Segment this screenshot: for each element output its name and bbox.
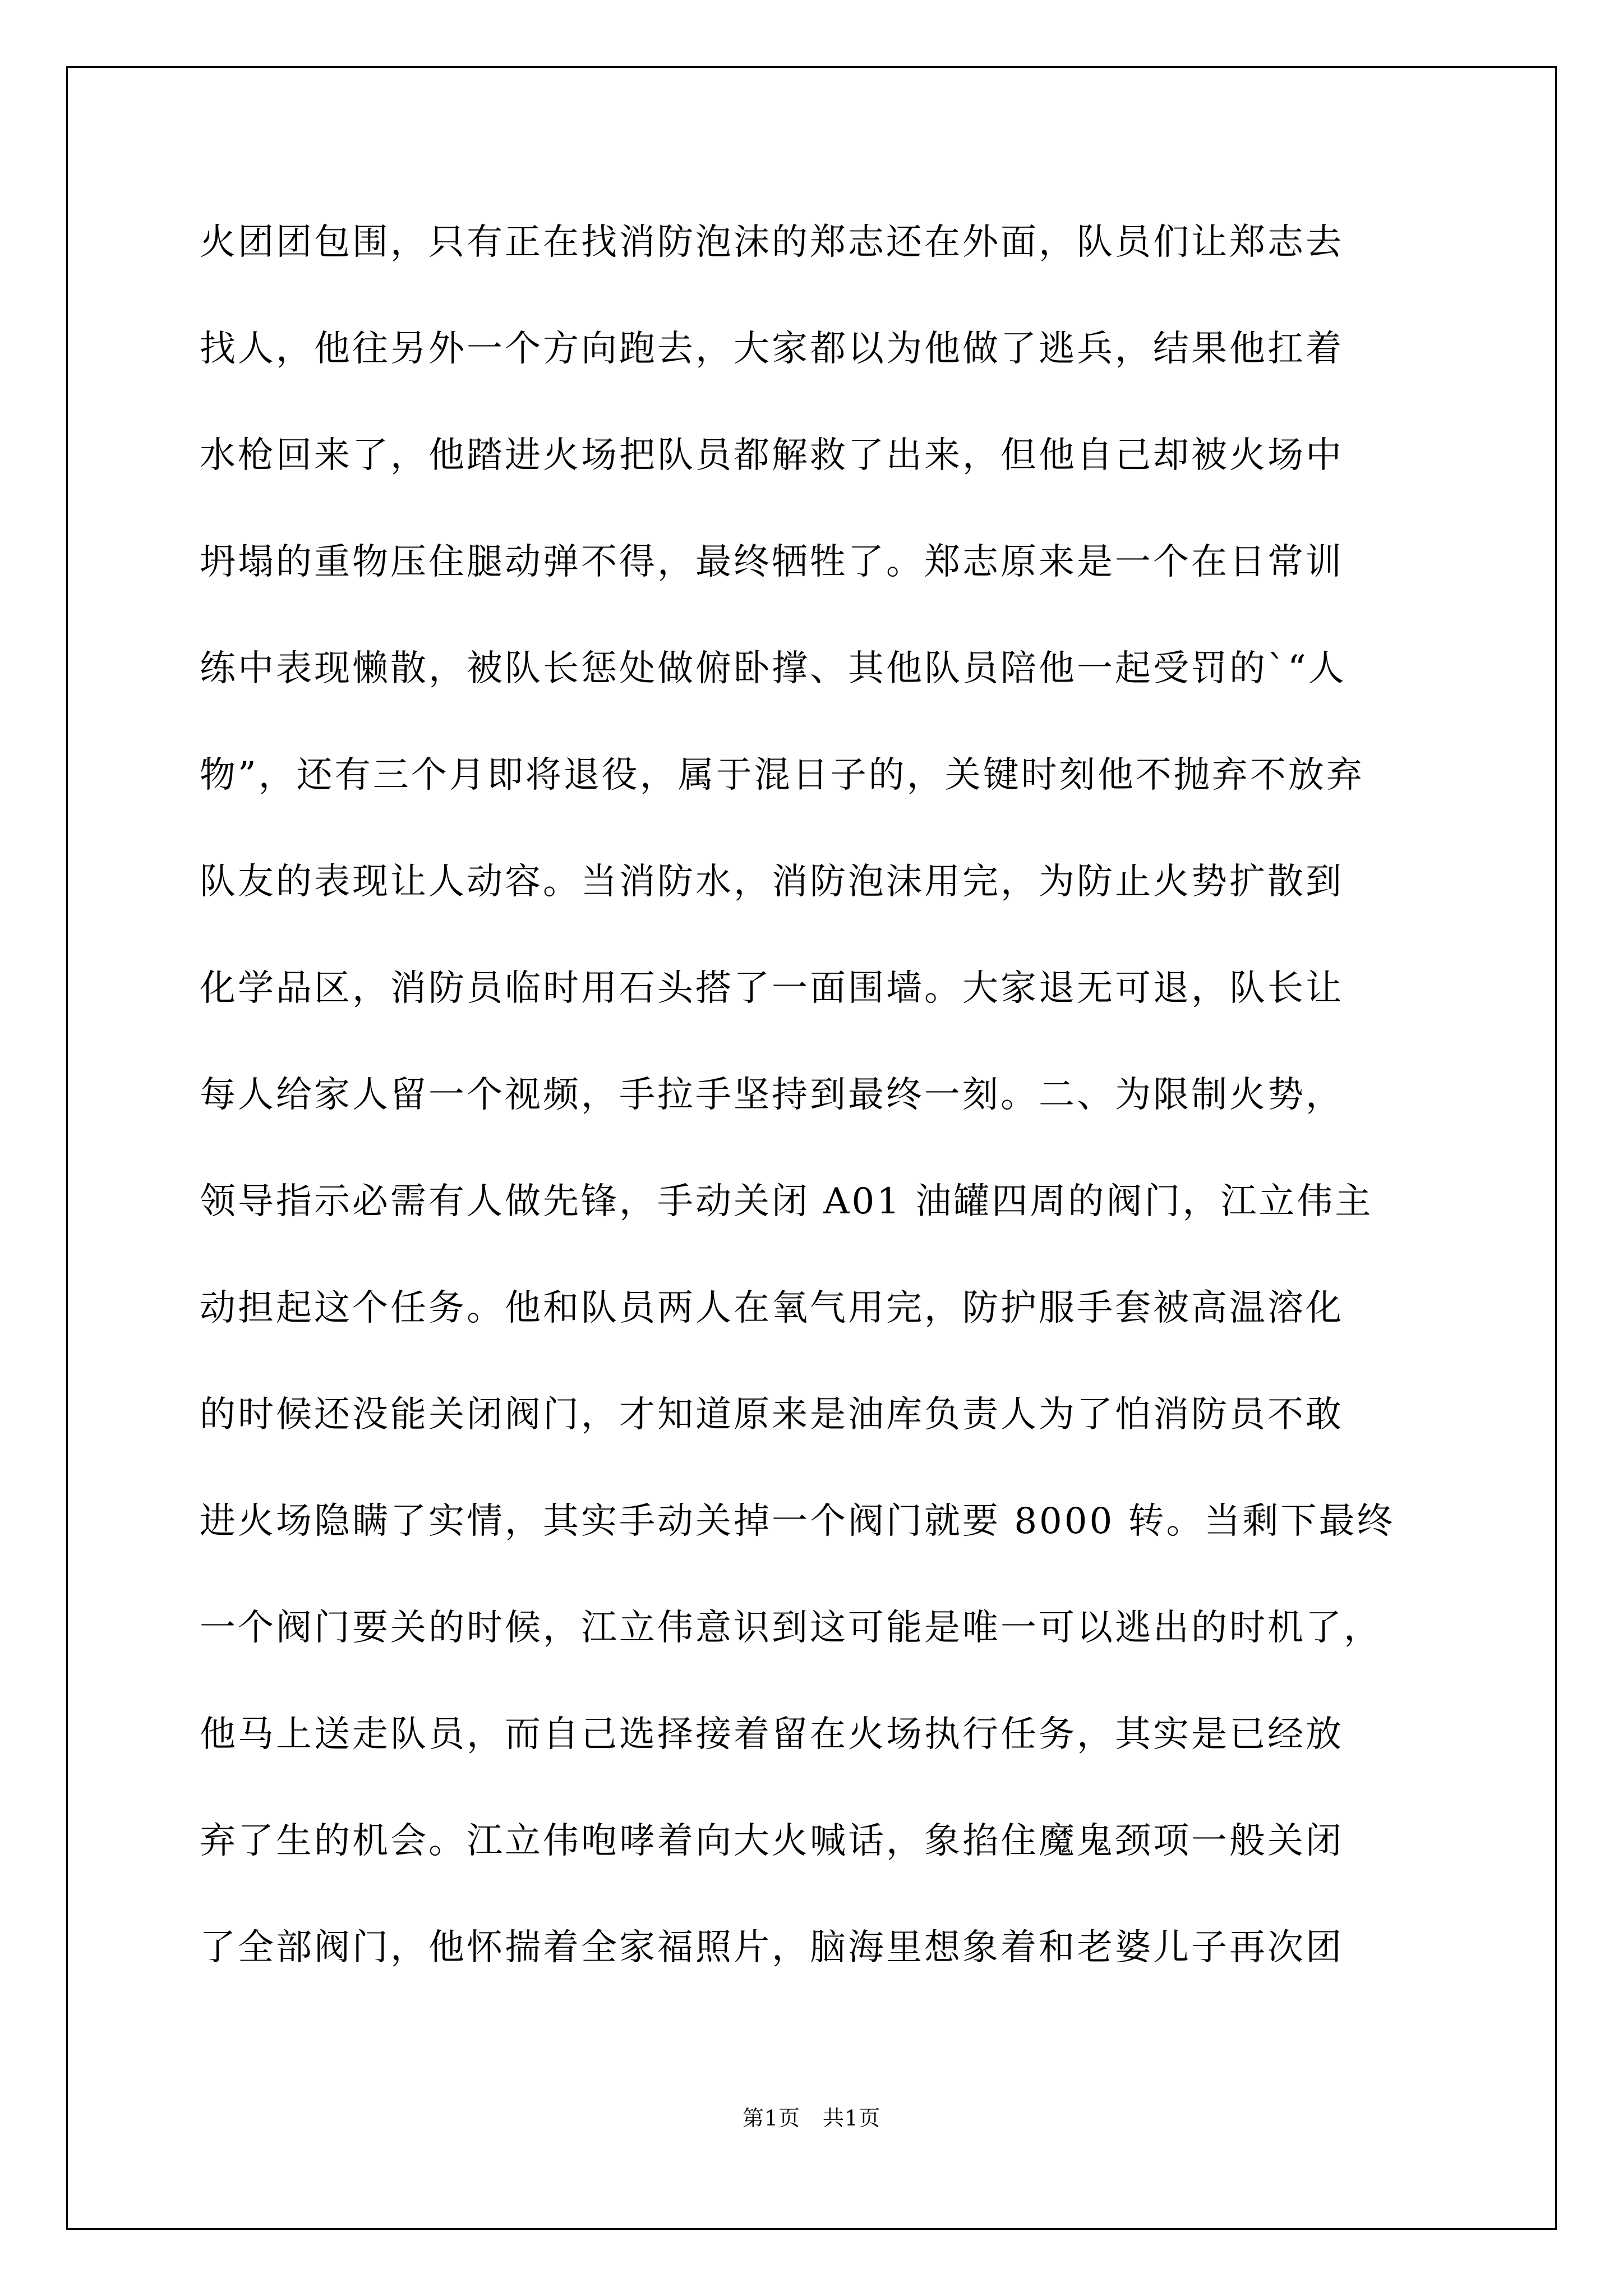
text-line: 进火场隐瞒了实情，其实手动关掉一个阀门就要 8000 转。当剩下最终 — [200, 1501, 1395, 1542]
page-number-total: 共1页 — [823, 2106, 881, 2131]
text-line: 了全部阀门，他怀揣着全家福照片，脑海里想象着和老婆儿子再次团 — [200, 1927, 1344, 1968]
text-line: 每人给家人留一个视频，手拉手坚持到最终一刻。二、为限制火势， — [200, 1074, 1344, 1116]
text-line: 领导指示必需有人做先锋，手动关闭 A01 油罐四周的阀门，江立伟主 — [200, 1181, 1373, 1222]
text-line: 物”，还有三个月即将退役，属于混日子的，关键时刻他不抛弃不放弃 — [200, 754, 1364, 796]
text-line: 他马上送走队员，而自己选择接着留在火场执行任务，其实是已经放 — [200, 1714, 1344, 1755]
text-line: 一个阀门要关的时候，江立伟意识到这可能是唯一可以逃出的时机了， — [200, 1607, 1382, 1649]
text-line: 队友的表现让人动容。当消防水，消防泡沫用完，为防止火势扩散到 — [200, 861, 1344, 903]
text-line: 找人，他往另外一个方向跑去，大家都以为他做了逃兵，结果他扛着 — [200, 328, 1344, 370]
text-line: 练中表现懒散，被队长惩处做俯卧撑、其他队员陪他一起受罚的`“人 — [200, 648, 1347, 689]
page-footer — [0, 2101, 1623, 2132]
text-line: 火团团包围，只有正在找消防泡沫的郑志还在外面，队员们让郑志去 — [200, 222, 1344, 263]
text-line: 动担起这个任务。他和队员两人在氧气用完，防护服手套被高温溶化 — [200, 1287, 1344, 1329]
text-line: 水枪回来了，他踏进火场把队员都解救了出来，但他自己却被火场中 — [200, 435, 1344, 476]
text-line: 化学品区，消防员临时用石头搭了一面围墙。大家退无可退，队长让 — [200, 968, 1344, 1009]
text-line: 弃了生的机会。江立伟咆哮着向大火喊话，象掐住魔鬼颈项一般关闭 — [200, 1820, 1344, 1862]
text-line: 的时候还没能关闭阀门，才知道原来是油库负责人为了怕消防员不敢 — [200, 1394, 1344, 1435]
page-number-current: 第1页 — [742, 2106, 800, 2131]
text-line: 坍塌的重物压住腿动弹不得，最终牺牲了。郑志原来是一个在日常训 — [200, 541, 1344, 583]
document-body — [200, 220, 1433, 2032]
